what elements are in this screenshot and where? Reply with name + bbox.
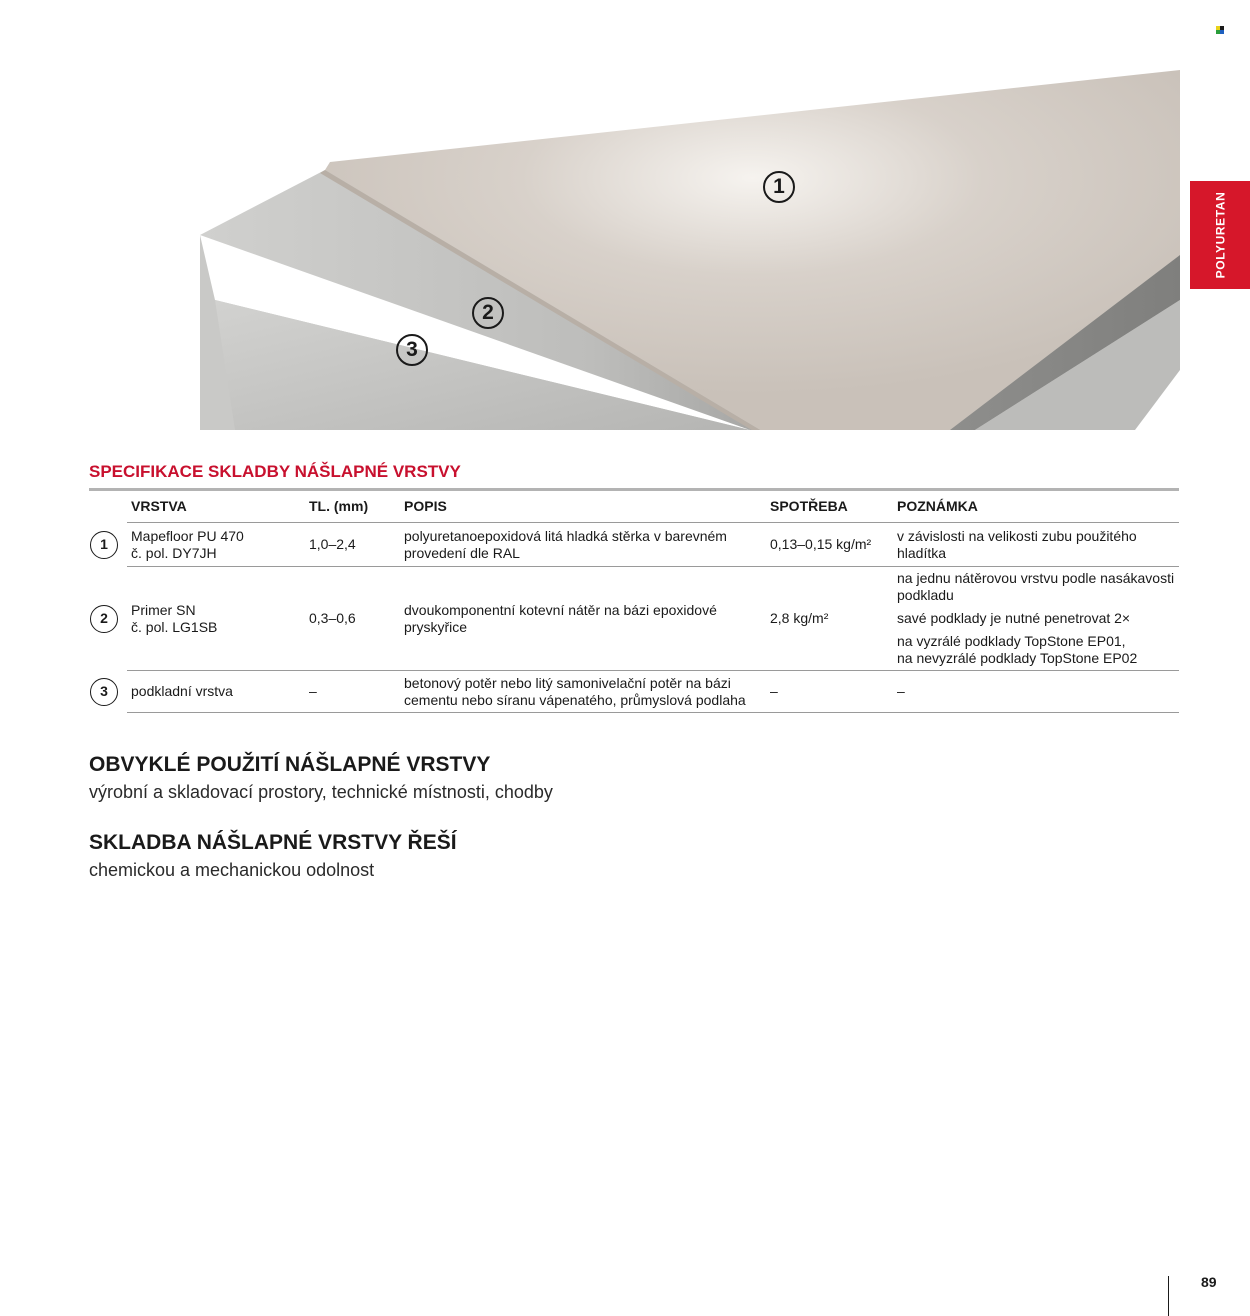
row-number-badge: 1 [90, 531, 118, 559]
print-color-mark [1216, 26, 1226, 34]
header-popis: POPIS [400, 491, 766, 523]
cell-poznamka [893, 567, 1179, 671]
cell-popis: dvoukomponentní kotevní nátěr na bázi epoxidové pryskyřice [400, 567, 766, 671]
cell-tl: 0,3–0,6 [305, 567, 400, 671]
cell-vrstva: podkladní vrstva [127, 671, 305, 713]
spec-table [89, 491, 1179, 713]
note-item: na vyzrálé podklady TopStone EP01, na nevyzrálé podklady TopStone EP02 [897, 633, 1138, 666]
table-row [89, 523, 1179, 567]
cell-spotreba: – [766, 671, 893, 713]
header-spotreba: SPOTŘEBA [766, 491, 893, 523]
row-number-badge: 2 [90, 605, 118, 633]
header-vrstva: VRSTVA [127, 491, 305, 523]
note-item: savé podklady je nutné penetrovat 2× [897, 610, 1131, 626]
usage-text: výrobní a skladovací prostory, technické místnosti, chodby [89, 782, 553, 802]
cell-spotreba: 0,13–0,15 kg/m² [766, 523, 893, 567]
callout-1: 1 [763, 171, 795, 203]
table-row [89, 671, 1179, 713]
cell-spotreba: 2,8 kg/m² [766, 567, 893, 671]
cell-vrstva: Primer SN č. pol. LG1SB [127, 567, 305, 671]
callout-2: 2 [472, 297, 504, 329]
header-poznamka: POZNÁMKA [893, 491, 1179, 523]
chapter-tab [1190, 181, 1250, 289]
usage-heading: OBVYKLÉ POUŽITÍ NÁŠLAPNÉ VRSTVY [89, 753, 491, 776]
cell-popis: polyuretanoepoxidová litá hladká stěrka v barevném provedení dle RAL [400, 523, 766, 567]
cell-tl: 1,0–2,4 [305, 523, 400, 567]
header-tl: TL. (mm) [305, 491, 400, 523]
cell-vrstva: Mapefloor PU 470 č. pol. DY7JH [127, 523, 305, 567]
chapter-tab-label: POLYURETAN [1213, 191, 1227, 279]
floor-layers-illustration [195, 70, 1180, 430]
spec-title: SPECIFIKACE SKLADBY NÁŠLAPNÉ VRSTVY [89, 462, 461, 481]
table-row [89, 567, 1179, 671]
cell-popis: betonový potěr nebo litý samonivelační potěr na bázi cementu nebo síranu vápenatého, průmyslová podlaha [400, 671, 766, 713]
footer-divider [1168, 1276, 1169, 1316]
solves-heading: SKLADBA NÁŠLAPNÉ VRSTVY ŘEŠÍ [89, 831, 457, 854]
solves-text: chemickou a mechanickou odolnost [89, 860, 375, 880]
cell-poznamka: v závislosti na velikosti zubu použitého hladítka [893, 523, 1179, 567]
callout-3: 3 [396, 334, 428, 366]
row-number-badge: 3 [90, 678, 118, 706]
cell-tl: – [305, 671, 400, 713]
note-item: na jednu nátěrovou vrstvu podle nasákavosti podkladu [897, 570, 1175, 603]
page-number: 89 [1201, 1274, 1217, 1290]
cell-poznamka: – [893, 671, 1179, 713]
